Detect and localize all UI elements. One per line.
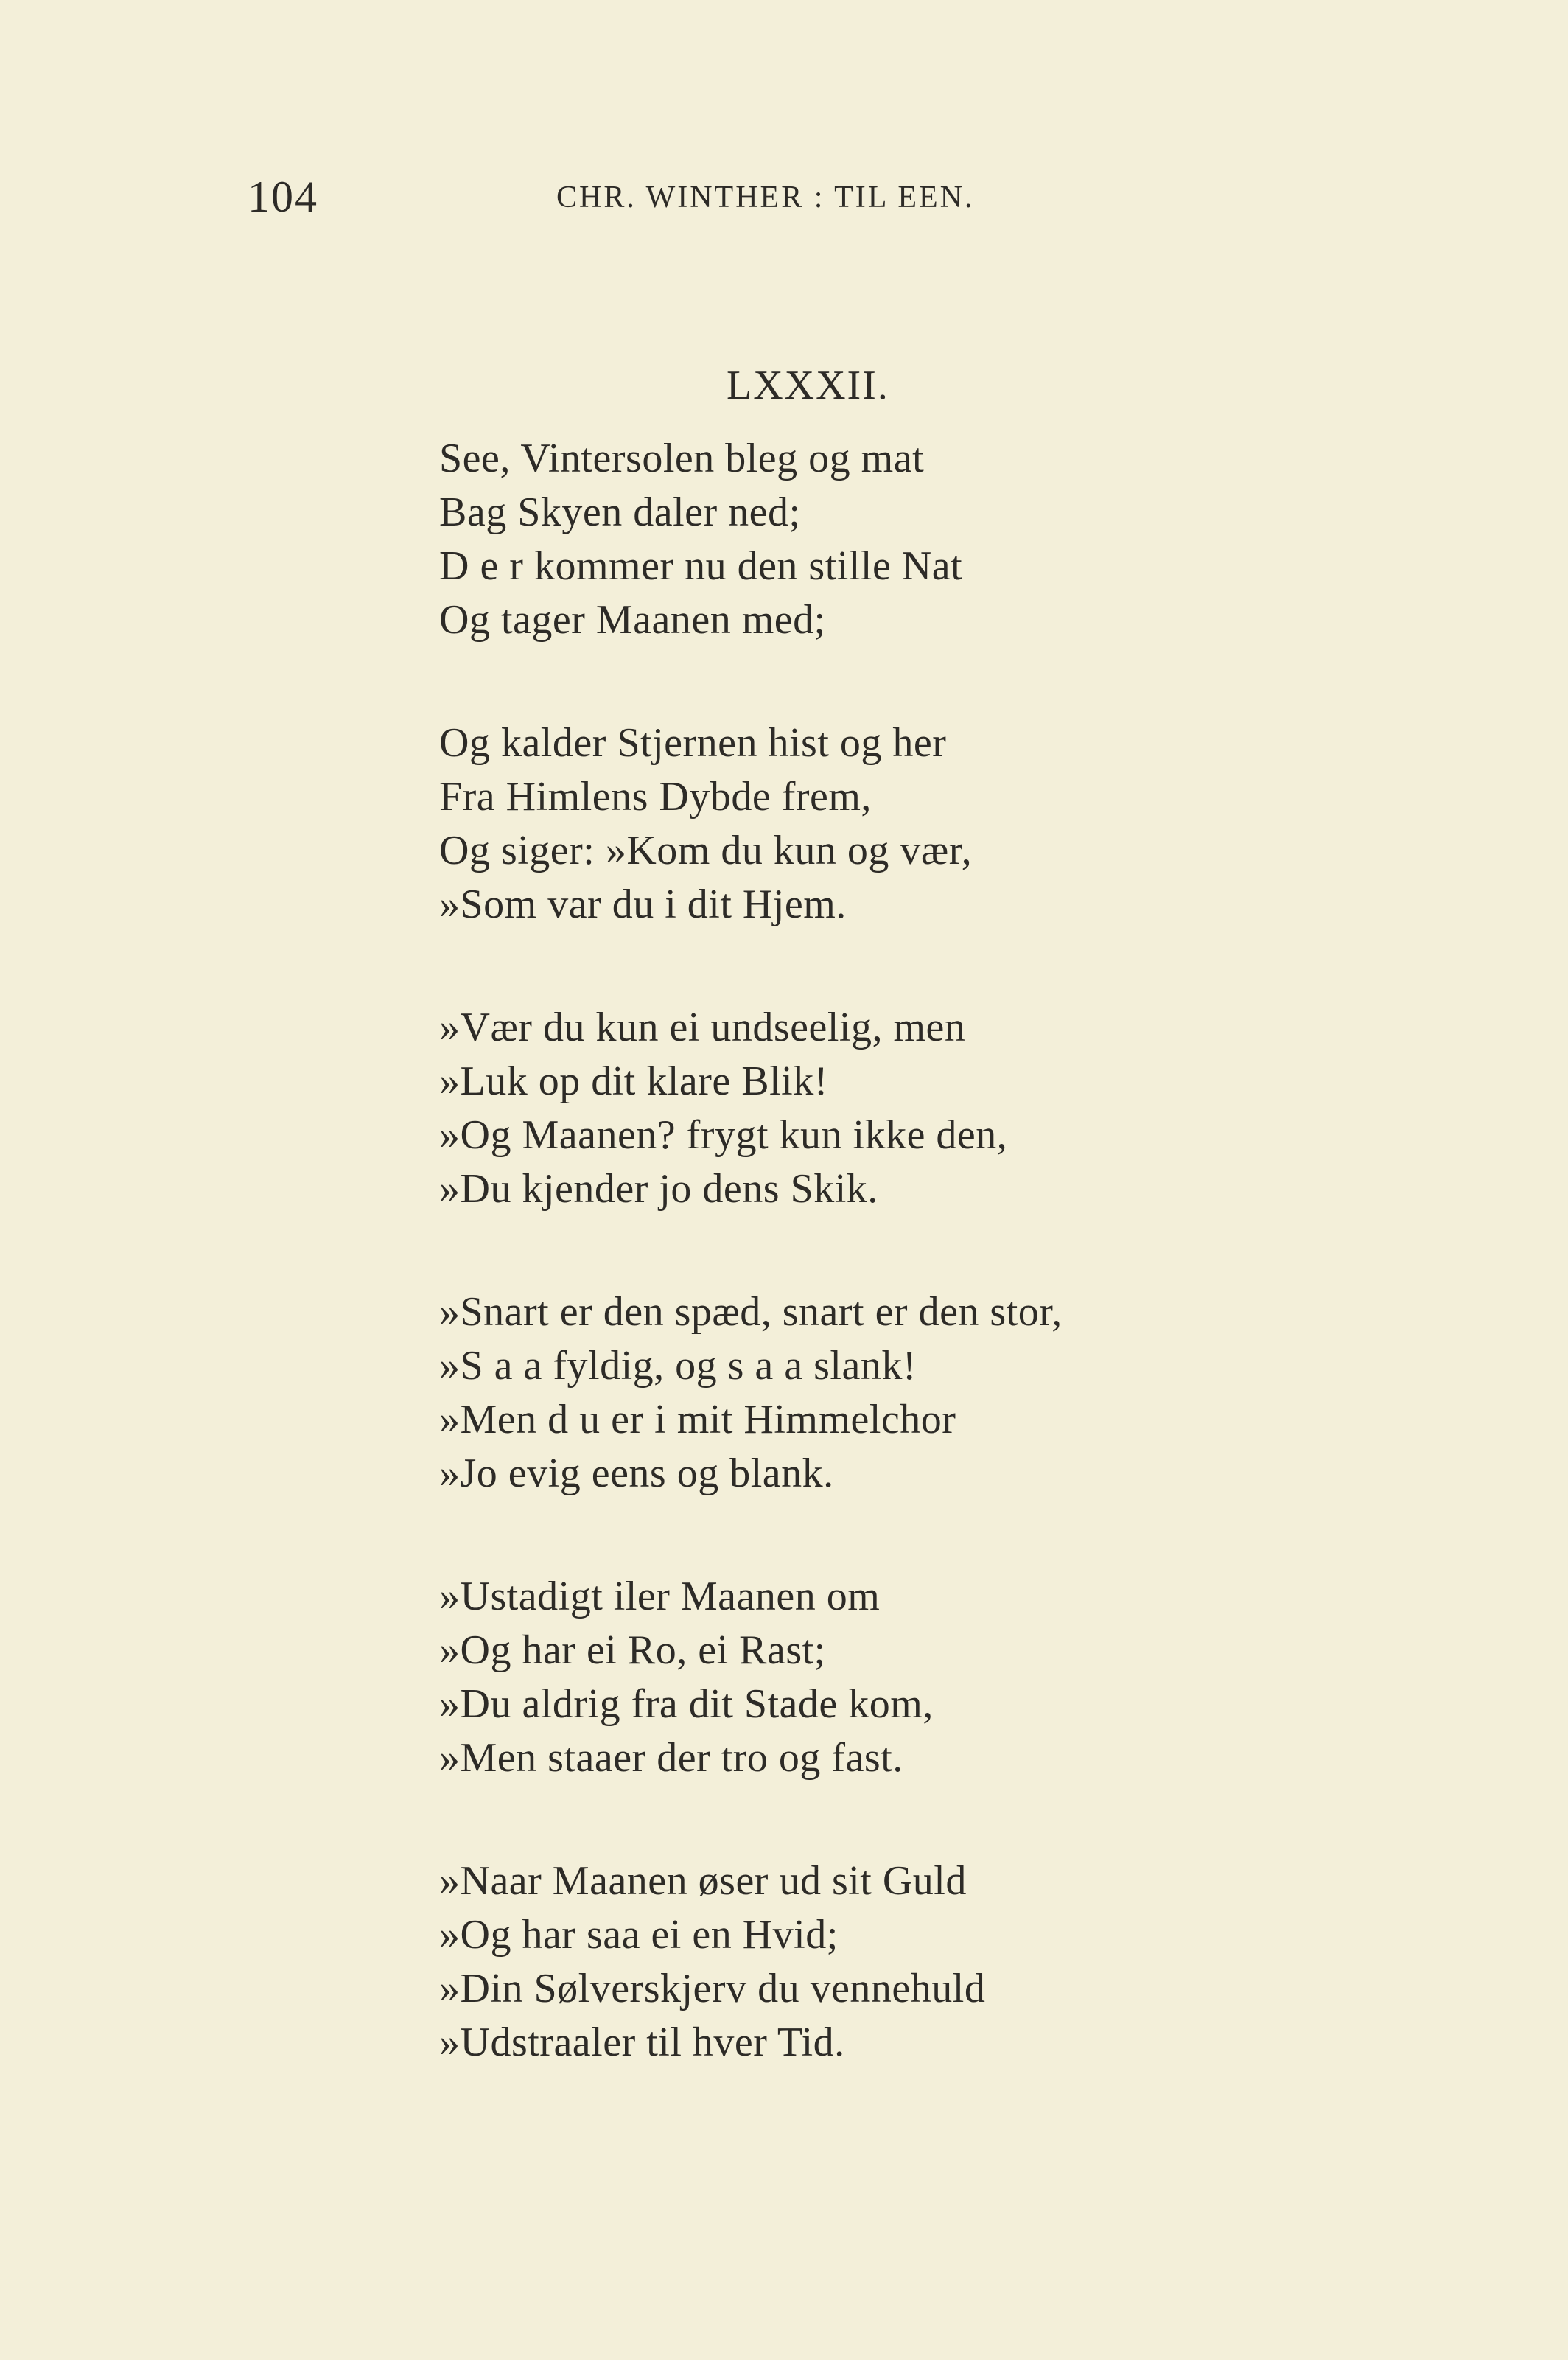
verse-line: Fra Himlens Dybde frem, [439, 774, 872, 820]
poem-number: LXXXII. [727, 363, 889, 408]
verse-line: »Og har ei Ro, ei Rast; [439, 1627, 826, 1673]
stanza [439, 432, 1471, 647]
verse-line: »Jo evig eens og blank. [439, 1450, 834, 1496]
verse-line: »Du aldrig fra dit Stade kom, [439, 1681, 934, 1727]
running-head [0, 171, 1568, 223]
verse-line: »Som var du i dit Hjem. [439, 881, 847, 927]
verse-line: »Naar Maanen øser ud sit Guld [439, 1858, 967, 1904]
page-number: 104 [248, 172, 318, 221]
running-title: CHR. WINTHER : TIL EEN. [556, 181, 975, 214]
poem-body [439, 432, 1471, 2139]
stanza [439, 1854, 1471, 2070]
verse-line: »Og har saa ei en Hvid; [439, 1912, 839, 1958]
verse-line: »Luk op dit klare Blik! [439, 1058, 828, 1104]
stanza [439, 1285, 1471, 1501]
verse-line: »Snart er den spæd, snart er den stor, [439, 1289, 1063, 1335]
verse-line: »S a a fyldig, og s a a slank! [439, 1343, 917, 1389]
verse-line: Bag Skyen daler ned; [439, 489, 801, 535]
verse-line: D e r kommer nu den stille Nat [439, 543, 963, 589]
verse-line: »Udstraaler til hver Tid. [439, 2019, 845, 2065]
verse-line: »Men staaer der tro og fast. [439, 1735, 903, 1781]
verse-line: »Og Maanen? frygt kun ikke den, [439, 1112, 1008, 1158]
verse-line: »Ustadigt iler Maanen om [439, 1574, 881, 1619]
verse-line: »Vær du kun ei undseelig, men [439, 1005, 966, 1050]
stanza [439, 716, 1471, 932]
verse-line: »Du kjender jo dens Skik. [439, 1166, 878, 1212]
verse-line: Og siger: »Kom du kun og vær, [439, 828, 973, 873]
verse-line: Og tager Maanen med; [439, 597, 826, 643]
verse-line: »Din Sølverskjerv du vennehuld [439, 1966, 986, 2011]
verse-line: »Men d u er i mit Himmelchor [439, 1397, 956, 1442]
stanza [439, 1570, 1471, 1785]
stanza [439, 1001, 1471, 1216]
verse-line: See, Vintersolen bleg og mat [439, 436, 925, 481]
verse-line: Og kalder Stjernen hist og her [439, 720, 947, 766]
